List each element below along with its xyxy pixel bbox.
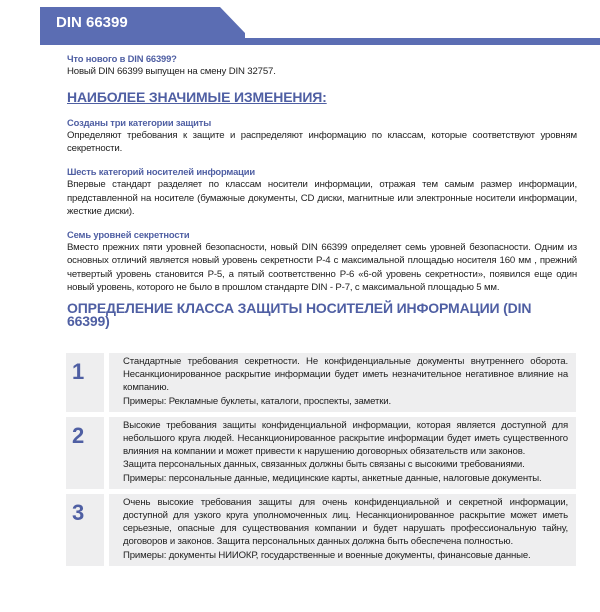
classes-heading: ОПРЕДЕЛЕНИЕ КЛАССА ЗАЩИТЫ НОСИТЕЛЕЙ ИНФОРМАЦИИ (DIN 66399) xyxy=(67,300,532,330)
change-text: Вместо прежних пяти уровней безопасности, новый DIN 66399 определяет семь уровней безопасности. Одним из основных отличий является новый уровень секретности P-4 с максимальной площадью носителя 160 мм , прежний четвертый уровень становится P-5, а пятый соответственно P-6 «6-ой уровень секретности», появился еще один новый уровень, которого не было в прошлом стандарте DIN - P-7, с максимальной площадью 5 мм. xyxy=(67,242,577,293)
class-text: Стандартные требования секретности. Не конфиденциальные документы внутреннего оборота. Несанкционированное раскрытие информации будет иметь незначительное негативное влияние на компанию. xyxy=(123,356,568,394)
class-row xyxy=(66,353,576,412)
class-row xyxy=(66,494,576,566)
change-title: Семь уровней секретности xyxy=(67,229,190,241)
class-examples: Примеры: Рекламные буклеты, каталоги, проспекты, заметки. xyxy=(123,395,391,407)
intro-answer: Новый DIN 66399 выпущен на смену DIN 32757. xyxy=(67,66,276,78)
class-number: 3 xyxy=(66,494,104,566)
class-table xyxy=(66,353,576,571)
change-title: Созданы три категории защиты xyxy=(67,116,212,128)
page-title: DIN 66399 xyxy=(56,14,128,31)
change-text: Впервые стандарт разделяет по классам носители информации, отражая тем самым размер информации, представленной на носителе (бумажные документы, CD диски, магнитные или электронные носители информации, жесткие диски). xyxy=(67,179,577,217)
change-text: Определяют требования к защите и распределяют информацию по классам, которые соответствуют уровням секретности. xyxy=(67,129,577,155)
changes-heading: НАИБОЛЕЕ ЗНАЧИМЫЕ ИЗМЕНЕНИЯ: xyxy=(67,89,327,106)
class-examples: Примеры: персональные данные, медицинские карты, анкетные данные, налоговые документы. xyxy=(123,472,542,484)
class-description xyxy=(109,353,576,412)
class-description xyxy=(109,417,576,489)
header-banner xyxy=(40,7,600,39)
class-description xyxy=(109,494,576,566)
class-text: Очень высокие требования защиты для очень конфиденциальной и секретной информации, доступной для узкого круга уполномоченных лиц. Несанкционированное раскрытие может иметь серьезные, опасные для существования компании и будет нарушать профессиональную тайну, договоров и законов. Защита персональных данных должна быть обеспечена полностью. xyxy=(123,496,568,548)
change-title: Шесть категорий носителей информации xyxy=(67,166,255,178)
header-rule xyxy=(40,38,600,45)
class-examples: Примеры: документы НИИОКР, государственные и военные документы, финансовые данные. xyxy=(123,549,531,561)
class-text: Высокие требования защиты конфиденциальной информации, которая является доступной для небольшого круга людей. Несанкционированное раскрытие информации будет иметь существенного влияния на компании и может привести к нарушению договорных обязательств или законов. xyxy=(123,419,568,458)
class-number: 1 xyxy=(66,353,104,412)
class-row xyxy=(66,417,576,489)
intro-question: Что нового в DIN 66399? xyxy=(67,53,177,64)
content xyxy=(67,52,577,328)
class-number: 2 xyxy=(66,417,104,489)
class-text: Защита персональных данных, связанных должны быть связаны с высокими требованиями. xyxy=(123,459,525,471)
